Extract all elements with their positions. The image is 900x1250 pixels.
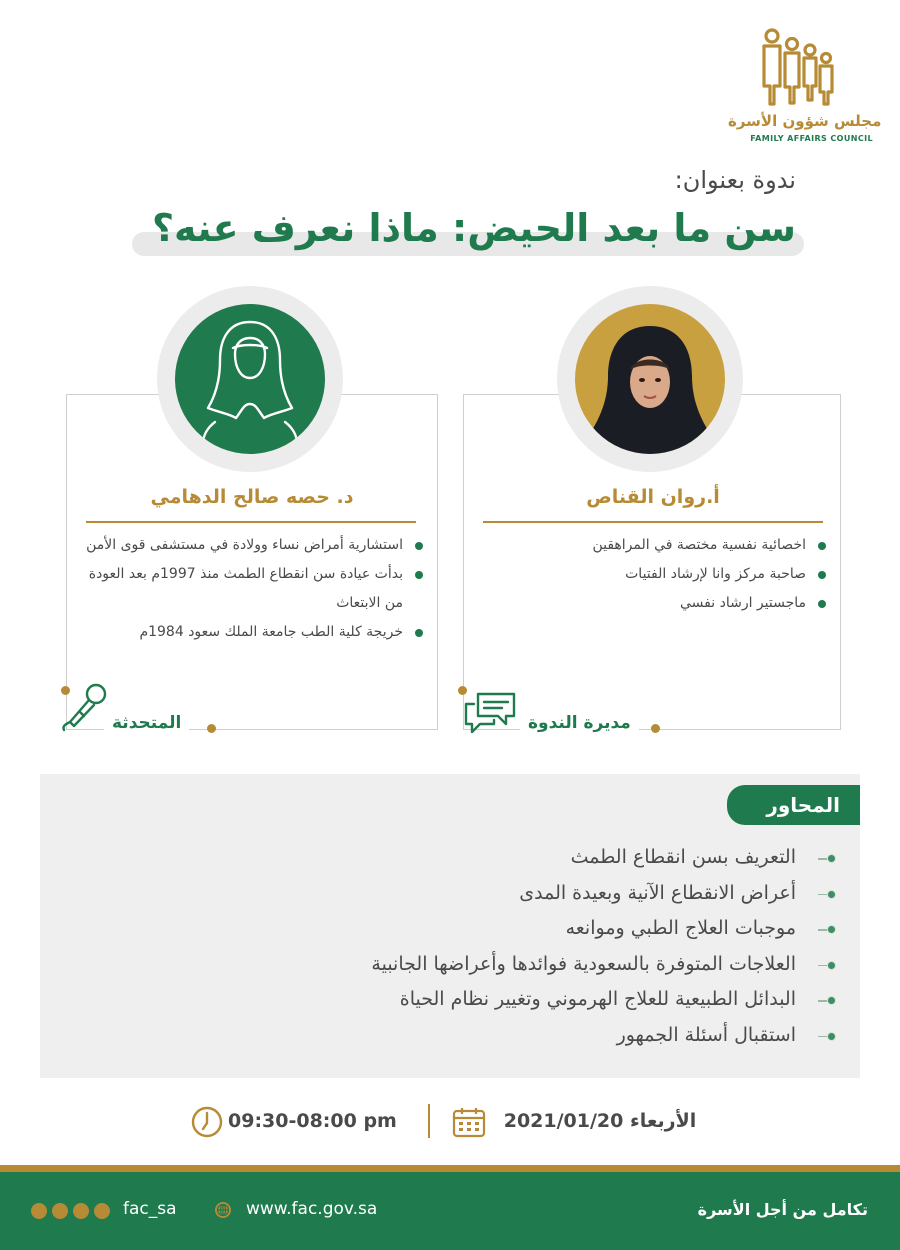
moderator-bullets	[483, 531, 828, 618]
bullet-dot-icon	[818, 600, 826, 608]
event-date: الأربعاء 2021/01/20	[503, 1110, 697, 1132]
moderator-avatar-frame	[557, 286, 743, 472]
topics-list	[371, 840, 796, 1054]
role-dot	[207, 724, 216, 733]
brand-name-en: FAMILY AFFAIRS COUNCIL	[750, 134, 873, 143]
list-item: ماجستير ارشاد نفسي	[483, 589, 828, 618]
list-item: خريجة كلية الطب جامعة الملك سعود 1984م	[80, 618, 425, 647]
brand-logo	[728, 26, 882, 146]
list-item: موجبات العلاج الطبي وموانعه	[371, 911, 796, 947]
event-time: 09:30-08:00 pm	[228, 1110, 397, 1132]
topics-heading: المحاور	[727, 785, 860, 825]
footer-accent	[0, 1165, 900, 1172]
bullet-icon	[814, 890, 836, 899]
speaker-role-label: المتحدثة	[104, 713, 189, 733]
bullet-icon	[814, 854, 836, 863]
moderator-name: أ.روان القناص	[586, 486, 720, 508]
bullet-dot-icon	[415, 542, 423, 550]
speaker-divider	[86, 521, 416, 523]
list-item: استقبال أسئلة الجمهور	[371, 1018, 796, 1054]
bullet-dot-icon	[415, 629, 423, 637]
speaker-bullets	[80, 531, 425, 647]
list-item: التعريف بسن انقطاع الطمث	[371, 840, 796, 876]
list-item: العلاجات المتوفرة بالسعودية فوائدها وأعراضها الجانبية	[371, 947, 796, 983]
twitter-icon[interactable]	[31, 1203, 47, 1219]
bullet-icon	[814, 961, 836, 970]
moderator-photo	[575, 304, 725, 454]
moderator-role-label: مديرة الندوة	[520, 713, 639, 733]
bullet-dot-icon	[818, 542, 826, 550]
family-figures-icon	[728, 26, 873, 112]
date-time-separator	[428, 1104, 430, 1138]
globe-icon	[214, 1201, 232, 1219]
woman-portrait-icon	[575, 304, 725, 454]
footer-slogan: تكامل من أجل الأسرة	[697, 1200, 868, 1219]
role-dot	[651, 724, 660, 733]
page-title: سن ما بعد الحيض: ماذا نعرف عنه؟	[151, 206, 796, 250]
calendar-icon	[452, 1106, 486, 1138]
facebook-icon[interactable]	[73, 1203, 89, 1219]
speaker-avatar	[175, 304, 325, 454]
instagram-icon[interactable]	[52, 1203, 68, 1219]
speaker-avatar-frame	[157, 286, 343, 472]
bullet-dot-icon	[818, 571, 826, 579]
list-item: اخصائية نفسية مختصة في المراهقين	[483, 531, 828, 560]
list-item: أعراض الانقطاع الآنية وبعيدة المدى	[371, 876, 796, 912]
brand-name-ar: مجلس شؤون الأسرة	[728, 112, 882, 130]
social-handle[interactable]: fac_sa	[123, 1199, 177, 1219]
speaker-name: د. حصه صالح الدهامي	[150, 486, 354, 508]
moderator-divider	[483, 521, 823, 523]
bullet-dot-icon	[415, 571, 423, 579]
bullet-icon	[814, 996, 836, 1005]
youtube-icon[interactable]	[94, 1203, 110, 1219]
list-item: بدأت عيادة سن انقطاع الطمث منذ 1997م بعد العودة من الابتعاث	[80, 560, 425, 618]
clock-icon	[190, 1105, 224, 1139]
list-item: استشارية أمراض نساء وولادة في مستشفى قوى الأمن	[80, 531, 425, 560]
bullet-icon	[814, 925, 836, 934]
woman-silhouette-icon	[175, 304, 325, 454]
page-subtitle: ندوة بعنوان:	[674, 166, 796, 194]
list-item: صاحبة مركز وانا لإرشاد الفتيات	[483, 560, 828, 589]
bullet-icon	[814, 1032, 836, 1041]
microphone-icon	[60, 680, 110, 734]
chat-bubbles-icon	[462, 690, 518, 734]
website-link[interactable]: www.fac.gov.sa	[246, 1199, 378, 1219]
list-item: البدائل الطبيعية للعلاج الهرموني وتغيير نظام الحياة	[371, 982, 796, 1018]
